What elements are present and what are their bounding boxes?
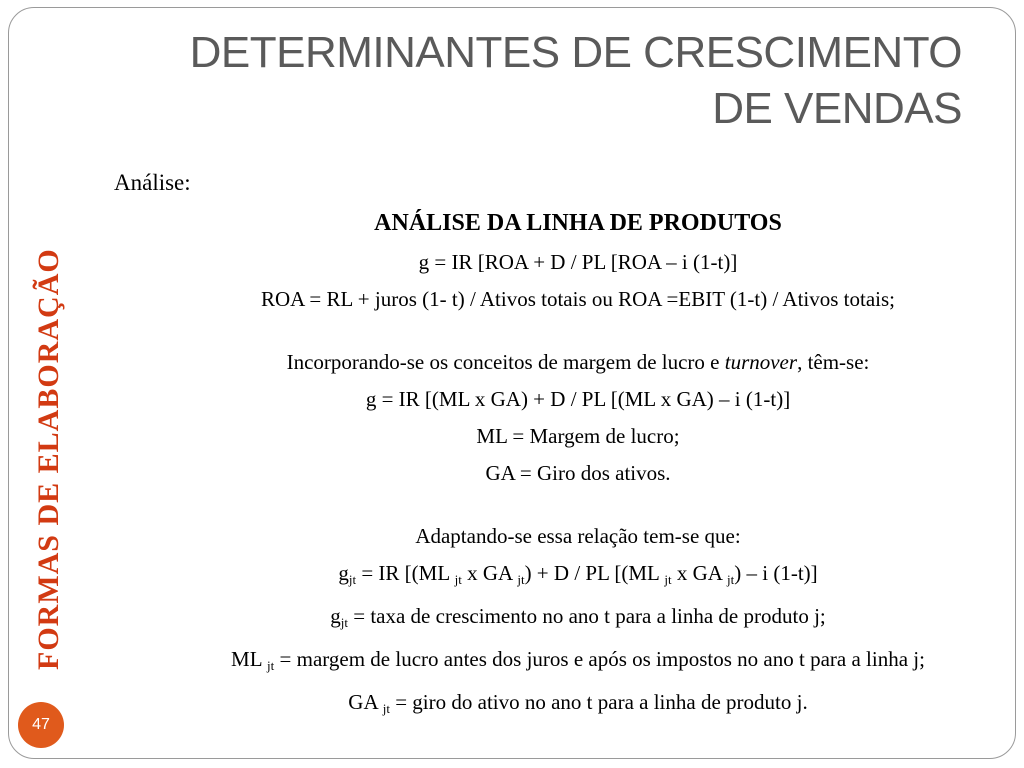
formula-g-margin: g = IR [(ML x GA) + D / PL [(ML x GA) – i (1-t)] bbox=[365, 387, 791, 411]
definition-mljt bbox=[176, 641, 980, 684]
formula-term: x GA bbox=[461, 561, 518, 585]
definition-gjt bbox=[176, 598, 980, 641]
definition-gajt bbox=[176, 684, 980, 727]
formula-term: ) + D / PL [(ML bbox=[524, 561, 665, 585]
definition-ga: GA = Giro dos ativos. bbox=[485, 461, 671, 485]
formula-term: x GA bbox=[671, 561, 728, 585]
subscript-jt: jt bbox=[382, 701, 390, 716]
formula-term: ML bbox=[231, 647, 268, 671]
definition-text: = taxa de crescimento no ano t para a linha de produto j; bbox=[347, 604, 826, 628]
intro-label: Análise: bbox=[114, 170, 191, 195]
incorporation-text bbox=[176, 344, 980, 381]
subscript-jt: jt bbox=[267, 658, 275, 673]
subscript-jt: jt bbox=[517, 572, 525, 587]
formula-gjt bbox=[176, 555, 980, 598]
side-section-label: FORMAS DE ELABORAÇÃO bbox=[32, 248, 65, 670]
subscript-jt: jt bbox=[664, 572, 672, 587]
turnover-term: turnover bbox=[724, 350, 798, 374]
incorporation-text-start: Incorporando-se os conceitos de margem de lucro e bbox=[286, 350, 725, 374]
incorporation-text-end: , têm-se: bbox=[797, 350, 870, 374]
page-number: 47 bbox=[32, 716, 50, 733]
formula-g: g = IR [ROA + D / PL [ROA – i (1-t)] bbox=[418, 250, 738, 274]
definition-text: = giro do ativo no ano t para a linha de produto j. bbox=[389, 690, 808, 714]
definition-ml: ML = Margem de lucro; bbox=[476, 424, 680, 448]
subscript-jt: jt bbox=[340, 615, 348, 630]
slide-title: DETERMINANTES DE CRESCIMENTO DE VENDAS bbox=[189, 28, 962, 133]
formula-term: GA bbox=[348, 690, 383, 714]
page-number-badge bbox=[18, 702, 64, 748]
formula-term: g bbox=[338, 561, 349, 585]
subscript-jt: jt bbox=[727, 572, 735, 587]
formula-term: g bbox=[330, 604, 341, 628]
subscript-jt: jt bbox=[348, 572, 357, 587]
formula-term: ) – i (1-t)] bbox=[734, 561, 818, 585]
subscript-jt: jt bbox=[454, 572, 462, 587]
formula-roa: ROA = RL + juros (1- t) / Ativos totais ou ROA =EBIT (1-t) / Ativos totais; bbox=[260, 287, 896, 311]
formula-term: = IR [(ML bbox=[356, 561, 455, 585]
adaptation-text: Adaptando-se essa relação tem-se que: bbox=[415, 524, 741, 548]
slide-body bbox=[100, 164, 980, 727]
section-heading: ANÁLISE DA LINHA DE PRODUTOS bbox=[374, 210, 782, 236]
definition-text: = margem de lucro antes dos juros e após os impostos no ano t para a linha j; bbox=[274, 647, 925, 671]
